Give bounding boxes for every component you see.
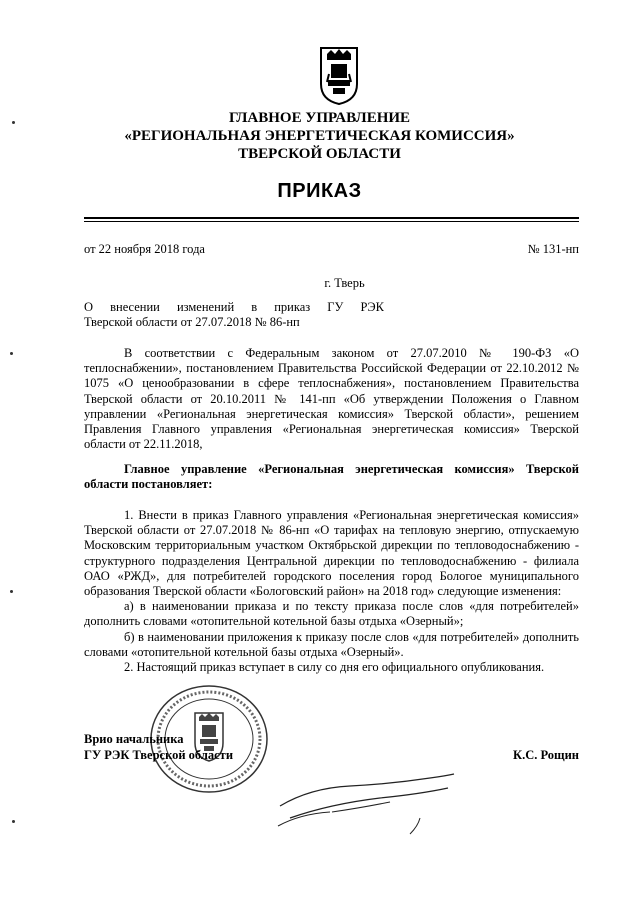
org-name-line1: ГЛАВНОЕ УПРАВЛЕНИЕ [228,110,411,126]
document-title: ПРИКАЗ [277,180,362,202]
margin-mark [12,121,15,124]
decree-items [84,508,579,675]
margin-mark [12,820,15,823]
item-2: 2. Настоящий приказ вступает в силу со дня его официального опубликования. [124,660,545,675]
signer-position-line2: ГУ РЭК Тверской области [84,748,234,762]
item-1: 1. Внести в приказ Главного управления «Региональная энергетическая комиссия» Тверской области от 27.07.2018 № 86-нп «О тарифах на тепловую энергию, отпускаемую Московским территориальным участком Октябрьской дирекции по тепловодоснабжению - структурного подразделения Центральной дирекции по тепловодоснабжению - филиала ОАО «РЖД», для потребителей городского поселения город Бологое муниципального образования Тверской области «Бологовский район» на 2018 год» следующие изменения: [84,508,579,599]
preamble-paragraph [84,346,579,452]
header-rule-thin [84,221,579,222]
item-1b: б) в наименовании приложения к приказу после слов «для потребителей» дополнить словами «отопительной котельной базы отдыха «Озерный». [84,629,579,659]
document-subject [84,300,384,330]
org-name-line3: ТВЕРСКОЙ ОБЛАСТИ [238,146,401,162]
preamble-text: В соответствии с Федеральным законом от 27.07.2010 № 190-ФЗ «О теплоснабжении», постановлением Правительства Российской Федерации от 22.10.2012 № 1075 «О ценообразовании в сфере теплоснабжения», постановлением Правительства Тверской области от 20.10.2011 № 141-пп «Об утверждении Положения о Главном управлении «Региональная энергетическая комиссия» Тверской области», решением Правления Главного управления «Региональная энергетическая комиссия» Тверской области от 22.11.2018, [84,346,579,452]
document-date: от 22 ноября 2018 года [84,242,205,256]
header-rule-thick [84,217,579,219]
coat-of-arms-icon [319,44,359,106]
decree-text: Главное управление «Региональная энергетическая комиссия» Тверской области постановляет: [84,462,579,492]
margin-mark [10,352,13,355]
item-1a: а) в наименовании приказа и по тексту приказа после слов «для потребителей» дополнить словами «отопительной котельной базы отдыха «Озерный»; [84,599,579,629]
document-number: № 131-нп [527,242,579,256]
decree-paragraph [84,462,579,492]
document-city: г. Тверь [324,276,365,290]
subject-line1: О внесении изменений в приказ ГУ РЭК [84,300,384,314]
org-name-line2: «РЕГИОНАЛЬНАЯ ЭНЕРГЕТИЧЕСКАЯ КОМИССИЯ» [124,128,515,144]
signer-name: К.С. Рощин [513,748,579,762]
signature-icon [270,748,460,838]
signer-position-line1: Врио начальника [84,732,184,746]
margin-mark [10,590,13,593]
subject-line2: Тверской области от 27.07.2018 № 86-нп [84,315,300,329]
